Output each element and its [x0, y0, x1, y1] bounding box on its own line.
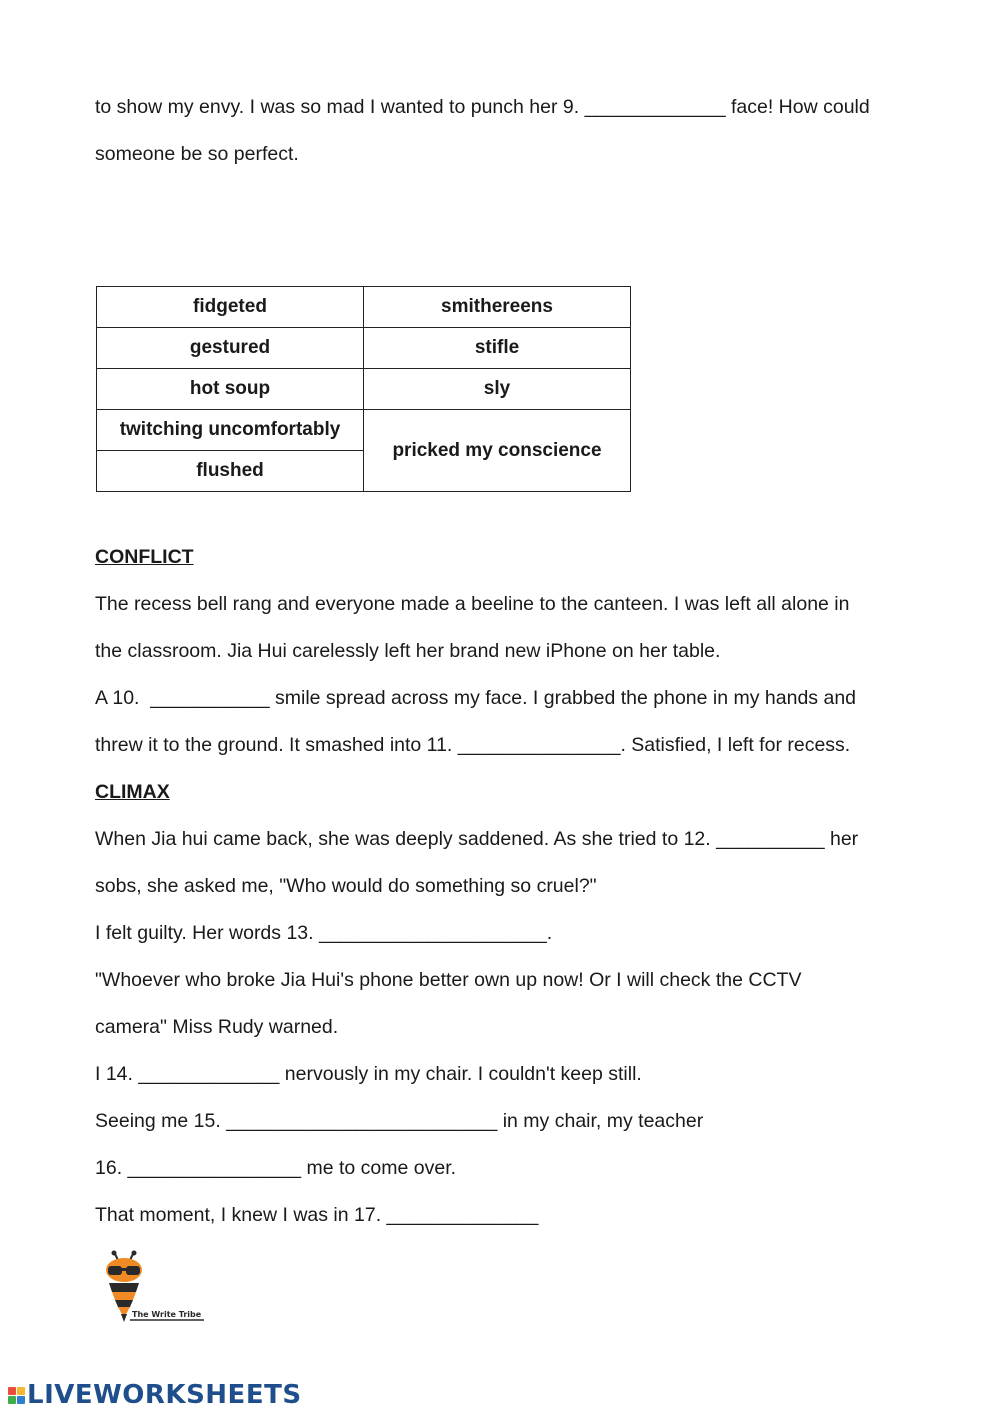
- word-bank-cell: gestured: [97, 328, 364, 369]
- climax-line-6: I 14. _____________ nervously in my chair. I couldn't keep still.: [95, 1063, 642, 1085]
- word-bank-cell: hot soup: [97, 369, 364, 410]
- climax-line-2: sobs, she asked me, "Who would do something so cruel?": [95, 875, 597, 897]
- word-bank-cell: smithereens: [364, 287, 631, 328]
- blank-17[interactable]: ______________: [386, 1204, 539, 1226]
- climax-heading: CLIMAX: [95, 781, 170, 803]
- write-tribe-text: The Write Tribe: [132, 1310, 202, 1319]
- climax-line-8: 16. ________________ me to come over.: [95, 1157, 457, 1179]
- blank-12[interactable]: __________: [716, 828, 825, 850]
- conflict-line-3: A 10. ___________ smile spread across my face. I grabbed the phone in my hands and: [95, 687, 857, 709]
- write-tribe-logo: [98, 1250, 208, 1330]
- word-bank-table: [96, 286, 631, 492]
- climax-line-3: I felt guilty. Her words 13. _____________________.: [95, 922, 553, 944]
- blank-10[interactable]: ___________: [150, 687, 270, 709]
- conflict-line-4: threw it to the ground. It smashed into 11. _______________. Satisfied, I left for recess.: [95, 734, 851, 756]
- blank-11[interactable]: _______________: [457, 734, 621, 756]
- word-bank-cell-merged: pricked my conscience: [364, 410, 631, 492]
- word-bank-cell: sly: [364, 369, 631, 410]
- blank-16[interactable]: ________________: [127, 1157, 302, 1179]
- liveworksheets-logo[interactable]: [8, 1380, 302, 1410]
- word-bank-cell: flushed: [97, 451, 364, 492]
- intro-line-1: to show my envy. I was so mad I wanted to punch her 9. _____________ face! How could: [95, 96, 870, 118]
- word-bank-cell: fidgeted: [97, 287, 364, 328]
- conflict-heading: CONFLICT: [95, 546, 194, 568]
- climax-line-7: Seeing me 15. _________________________ in my chair, my teacher: [95, 1110, 704, 1132]
- blank-15[interactable]: _________________________: [226, 1110, 498, 1132]
- liveworksheets-blocks-icon: [8, 1387, 25, 1404]
- conflict-line-2: the classroom. Jia Hui carelessly left her brand new iPhone on her table.: [95, 640, 721, 662]
- blank-9[interactable]: _____________: [584, 96, 726, 118]
- blank-14[interactable]: _____________: [138, 1063, 280, 1085]
- conflict-line-1: The recess bell rang and everyone made a beeline to the canteen. I was left all alone in: [95, 593, 850, 615]
- climax-line-5: camera" Miss Rudy warned.: [95, 1016, 339, 1038]
- blank-13[interactable]: _____________________: [318, 922, 547, 944]
- intro-line-2: someone be so perfect.: [95, 143, 299, 165]
- climax-line-4: "Whoever who broke Jia Hui's phone better own up now! Or I will check the CCTV: [95, 969, 802, 991]
- liveworksheets-text: LIVEWORKSHEETS: [27, 1380, 302, 1410]
- word-bank-cell: twitching uncomfortably: [97, 410, 364, 451]
- climax-line-1: When Jia hui came back, she was deeply saddened. As she tried to 12. __________ her: [95, 828, 859, 850]
- word-bank-cell: stifle: [364, 328, 631, 369]
- climax-line-9: That moment, I knew I was in 17. ______________: [95, 1204, 539, 1226]
